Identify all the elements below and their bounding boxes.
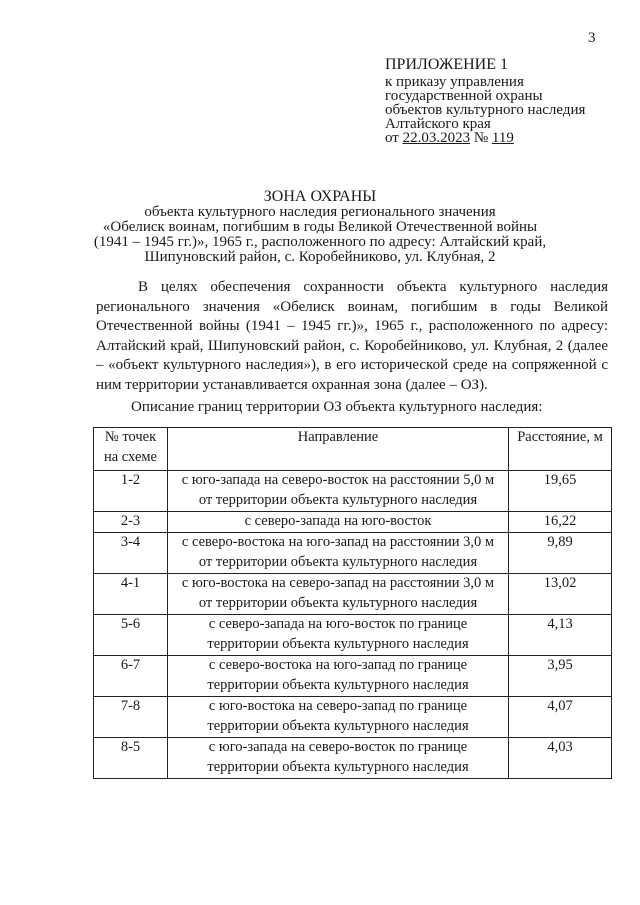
direction-line: от территории объекта культурного наследия bbox=[198, 594, 478, 611]
cell-points: 2-3 bbox=[94, 512, 168, 533]
date-prefix: от bbox=[385, 130, 399, 146]
subtitle-line: «Обелиск воинам, погибшим в годы Великой Отечественной войны bbox=[102, 219, 538, 235]
table-row bbox=[94, 697, 612, 738]
cell-points: 1-2 bbox=[94, 471, 168, 512]
table-row bbox=[94, 471, 612, 512]
appendix-line: государственной охраны bbox=[385, 88, 543, 104]
cell-direction bbox=[168, 512, 509, 533]
cell-points: 7-8 bbox=[94, 697, 168, 738]
cell-direction bbox=[168, 656, 509, 697]
cell-distance: 4,07 bbox=[509, 697, 612, 738]
direction-line: от территории объекта культурного наследия bbox=[198, 553, 478, 570]
cell-distance: 4,13 bbox=[509, 615, 612, 656]
direction-line: с северо-востока на юго-запад по границе bbox=[208, 657, 468, 673]
appendix-heading: ПРИЛОЖЕНИЕ 1 bbox=[385, 56, 509, 73]
document-subtitle bbox=[80, 205, 560, 265]
cell-direction bbox=[168, 697, 509, 738]
table-row bbox=[94, 512, 612, 533]
table-header-row bbox=[94, 428, 612, 471]
appendix-line: к приказу управления bbox=[385, 74, 524, 90]
subtitle-line: объекта культурного наследия регионального значения bbox=[144, 204, 496, 220]
number-prefix: № bbox=[473, 130, 489, 146]
cell-points: 3-4 bbox=[94, 533, 168, 574]
body-text: В целях обеспечения сохранности объекта культурного наследия регионального значения «Обелиск воинам, погибшим в годы Великой Отечественной войны (1941 – 1945 гг.)», 1965 г., расположенного по адресу: Алтайский край, Шипуновский район, с. Коробейниково, ул. Клубная, 2 (далее – «объект культурного наследия»), в его исторической среде на сопряженной с ним территории устанавливается охранная зона (далее – ОЗ). bbox=[96, 279, 608, 393]
direction-line: территории объекта культурного наследия bbox=[207, 717, 469, 734]
direction-line: с северо-запада на юго-восток bbox=[244, 513, 432, 529]
appendix-line: Алтайского края bbox=[385, 116, 491, 132]
page-number: 3 bbox=[588, 30, 596, 46]
cell-points: 8-5 bbox=[94, 738, 168, 779]
cell-direction bbox=[168, 615, 509, 656]
cell-distance: 9,89 bbox=[509, 533, 612, 574]
order-date: 22.03.2023 bbox=[402, 130, 471, 146]
cell-distance: 19,65 bbox=[509, 471, 612, 512]
direction-line: территории объекта культурного наследия bbox=[207, 758, 469, 775]
boundaries-table bbox=[93, 427, 612, 779]
direction-line: с юго-запада на северо-восток на расстоянии 5,0 м bbox=[181, 472, 495, 488]
subtitle-line: (1941 – 1945 гг.)», 1965 г., расположенного по адресу: Алтайский край, bbox=[93, 234, 547, 250]
direction-line: с юго-востока на северо-запад на расстоянии 3,0 м bbox=[181, 575, 495, 591]
order-number: 119 bbox=[491, 130, 514, 146]
table-caption: Описание границ территории ОЗ объекта культурного наследия: bbox=[131, 399, 543, 415]
cell-distance: 4,03 bbox=[509, 738, 612, 779]
direction-line: с северо-запада на юго-восток по границе bbox=[208, 616, 468, 632]
table-row bbox=[94, 656, 612, 697]
header-points bbox=[94, 428, 168, 471]
cell-direction bbox=[168, 533, 509, 574]
table-row bbox=[94, 738, 612, 779]
cell-distance: 13,02 bbox=[509, 574, 612, 615]
appendix-line: объектов культурного наследия bbox=[385, 102, 586, 118]
subtitle-line: Шипуновский район, с. Коробейниково, ул. Клубная, 2 bbox=[144, 249, 496, 265]
cell-points: 6-7 bbox=[94, 656, 168, 697]
cell-direction bbox=[168, 738, 509, 779]
header-points-line1: № точек bbox=[104, 429, 157, 445]
body-paragraph bbox=[96, 278, 608, 395]
direction-line: территории объекта культурного наследия bbox=[207, 635, 469, 652]
header-direction: Направление bbox=[168, 428, 509, 471]
table-row bbox=[94, 574, 612, 615]
direction-line: с юго-запада на северо-восток по границе bbox=[208, 739, 468, 755]
appendix-block bbox=[385, 58, 630, 145]
table-row bbox=[94, 533, 612, 574]
cell-points: 4-1 bbox=[94, 574, 168, 615]
cell-direction bbox=[168, 471, 509, 512]
header-points-line2: на схеме bbox=[103, 448, 157, 465]
cell-points: 5-6 bbox=[94, 615, 168, 656]
cell-distance: 16,22 bbox=[509, 512, 612, 533]
header-distance: Расстояние, м bbox=[509, 428, 612, 471]
cell-direction bbox=[168, 574, 509, 615]
direction-line: территории объекта культурного наследия bbox=[207, 676, 469, 693]
cell-distance: 3,95 bbox=[509, 656, 612, 697]
direction-line: от территории объекта культурного наследия bbox=[198, 491, 478, 508]
direction-line: с юго-востока на северо-запад по границе bbox=[208, 698, 468, 714]
direction-line: с северо-востока на юго-запад на расстоянии 3,0 м bbox=[181, 534, 495, 550]
appendix-date-line bbox=[385, 131, 630, 145]
table-row bbox=[94, 615, 612, 656]
document-title: ЗОНА ОХРАНЫ bbox=[263, 188, 377, 205]
